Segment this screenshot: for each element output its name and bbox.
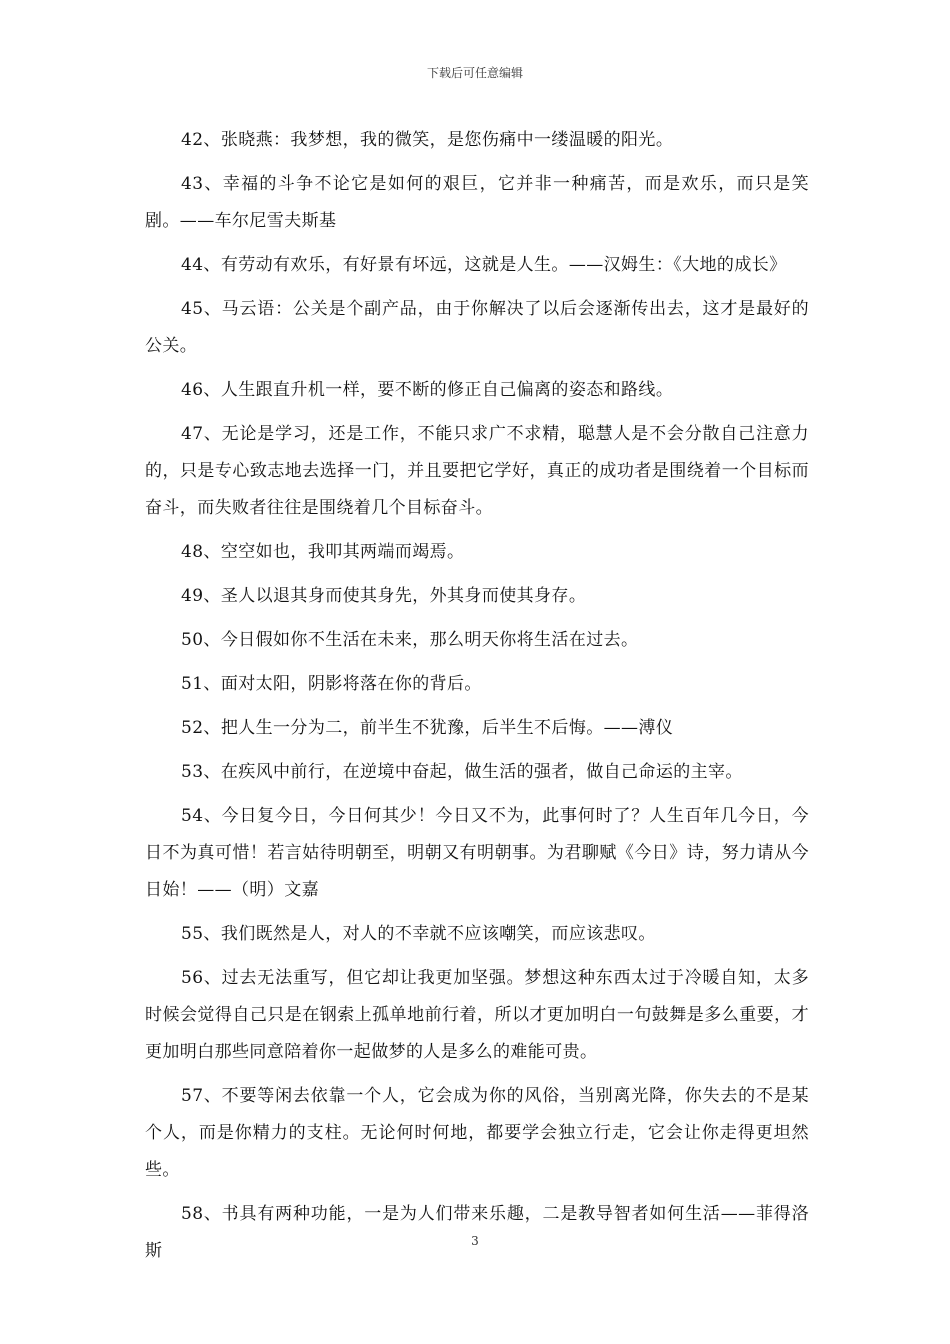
page-header: 下载后可任意编辑 xyxy=(426,66,523,80)
quote-paragraph-43: 43、幸福的斗争不论它是如何的艰巨，它并非一种痛苦，而是欢乐，而只是笑剧。——车尔尼雪夫斯基 xyxy=(145,174,809,231)
document-body xyxy=(145,122,809,1277)
quote-paragraph-52: 52、把人生一分为二，前半生不犹豫，后半生不后悔。——溥仪 xyxy=(181,718,674,738)
quote-paragraph-54: 54、今日复今日，今日何其少！今日又不为，此事何时了？人生百年几今日，今日不为真可惜！若言姑待明朝至，明朝又有明朝事。为君聊赋《今日》诗，努力请从今日始！——（明）文嘉 xyxy=(145,806,809,900)
quote-paragraph-47: 47、无论是学习，还是工作，不能只求广不求精，聪慧人是不会分散自己注意力的，只是专心致志地去选择一门，并且要把它学好，真正的成功者是围绕着一个目标而奋斗，而失败者往往是围绕着几个目标奋斗。 xyxy=(145,424,809,518)
quote-paragraph-42: 42、张晓燕：我梦想，我的微笑，是您伤痛中一缕温暖的阳光。 xyxy=(181,130,674,150)
quote-paragraph-46: 46、人生跟直升机一样，要不断的修正自己偏离的姿态和路线。 xyxy=(181,380,674,400)
quote-paragraph-49: 49、圣人以退其身而使其身先，外其身而使其身存。 xyxy=(181,586,587,606)
quote-paragraph-45: 45、马云语：公关是个副产品，由于你解决了以后会逐渐传出去，这才是最好的公关。 xyxy=(145,299,809,356)
quote-paragraph-55: 55、我们既然是人，对人的不幸就不应该嘲笑，而应该悲叹。 xyxy=(181,924,656,944)
quote-paragraph-56: 56、过去无法重写，但它却让我更加坚强。梦想这种东西太过于冷暖自知，太多时候会觉得自己只是在钢索上孤单地前行着，所以才更加明白一句鼓舞是多么重要，才更加明白那些同意陪着你一起做梦的人是多么的难能可贵。 xyxy=(145,968,809,1062)
quote-paragraph-57: 57、不要等闲去依靠一个人，它会成为你的风俗，当别离光降，你失去的不是某个人，而是你精力的支柱。无论何时何地，都要学会独立行走，它会让你走得更坦然些。 xyxy=(145,1086,809,1180)
quote-paragraph-51: 51、面对太阳，阴影将落在你的背后。 xyxy=(181,674,482,694)
quote-paragraph-53: 53、在疾风中前行，在逆境中奋起，做生活的强者，做自己命运的主宰。 xyxy=(181,762,743,782)
page-number: 3 xyxy=(471,1234,479,1248)
quote-paragraph-48: 48、空空如也，我叩其两端而竭焉。 xyxy=(181,542,465,562)
quote-paragraph-50: 50、今日假如你不生活在未来，那么明天你将生活在过去。 xyxy=(181,630,639,650)
quote-paragraph-44: 44、有劳动有欢乐，有好景有坏远，这就是人生。——汉姆生：《大地的成长》 xyxy=(181,255,787,275)
quote-paragraph-58: 58、书具有两种功能，一是为人们带来乐趣，二是教导智者如何生活——菲得洛斯 xyxy=(145,1204,809,1261)
